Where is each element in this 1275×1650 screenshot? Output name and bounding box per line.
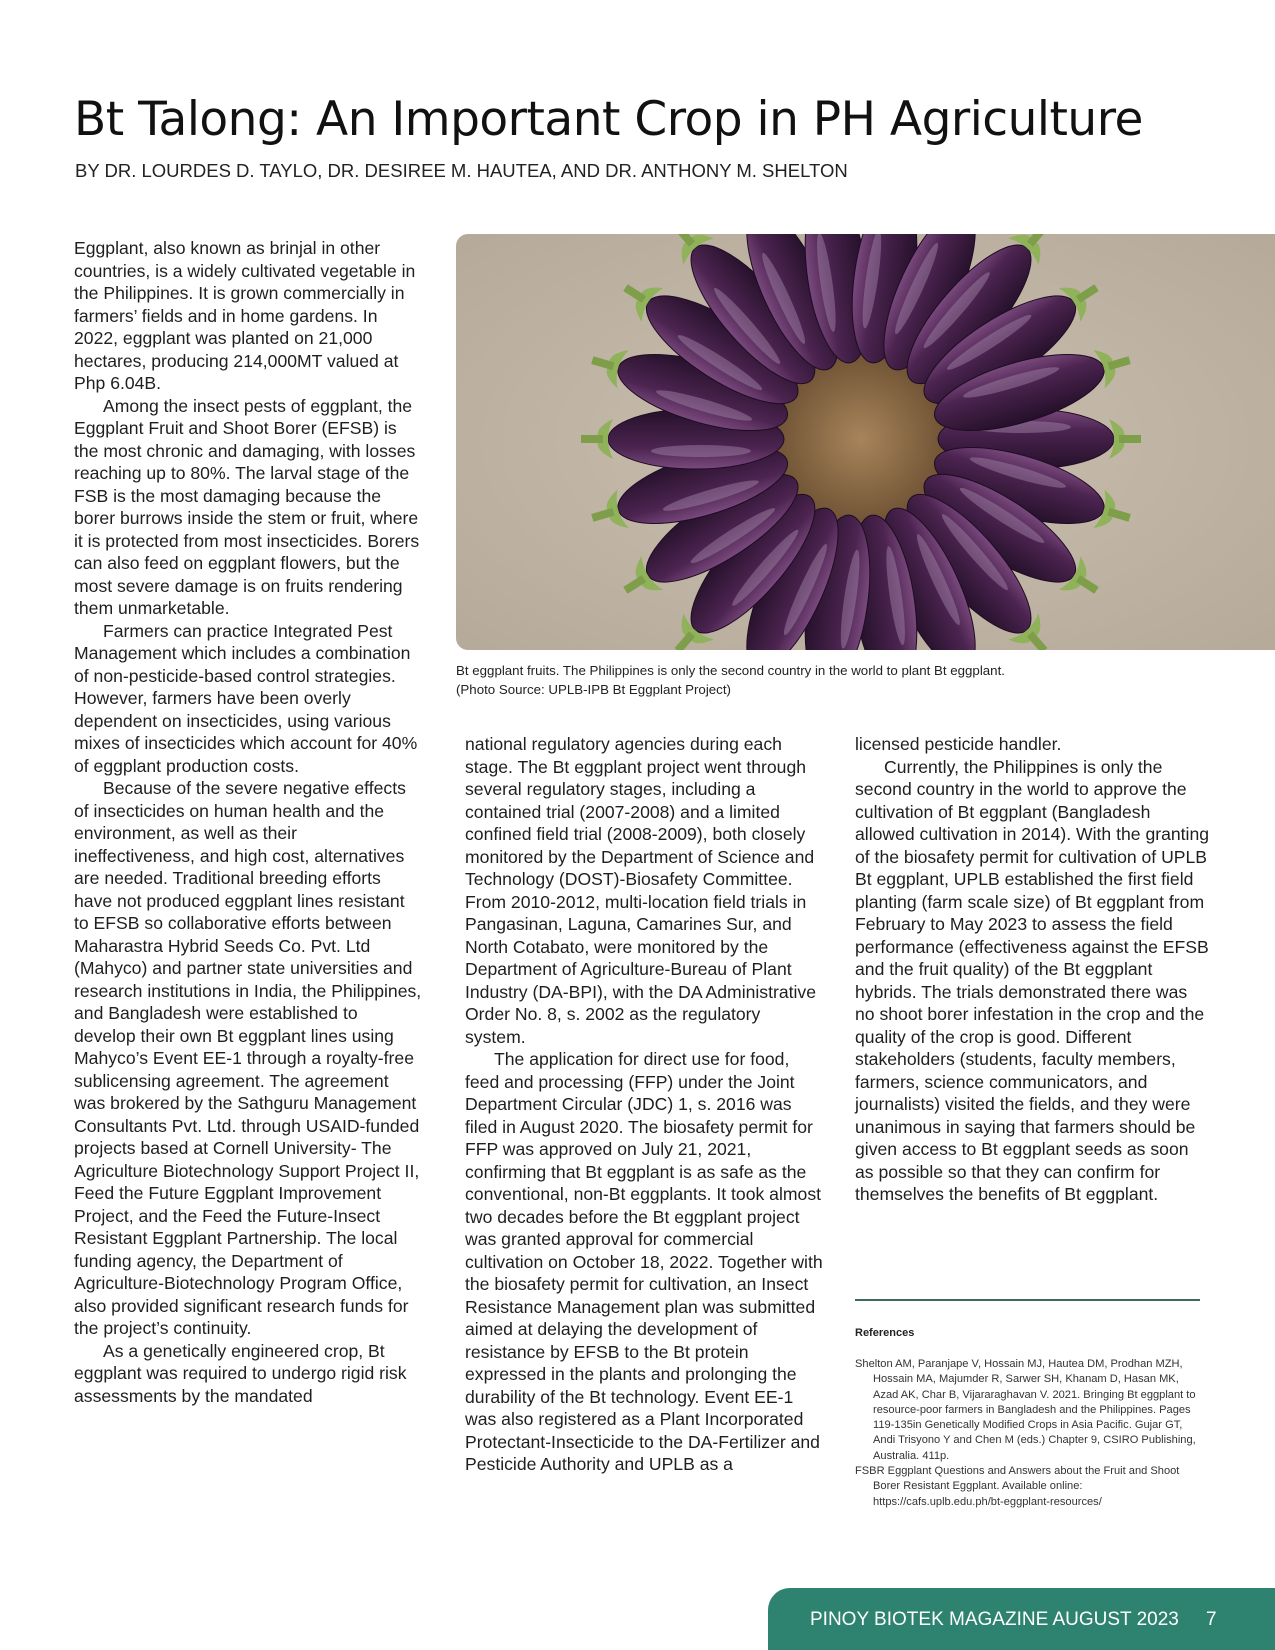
references-divider [855, 1299, 1200, 1301]
reference-item: Shelton AM, Paranjape V, Hossain MJ, Hautea DM, Prodhan MZH, Hossain MA, Majumder R, Sarwer SH, Khanam D, Hasan MK, Azad AK, Char B, Vijararaghavan V. 2021. Bringing Bt eggplant to resource-poor farmers in Bangladesh and the Philippines. Pages 119-135in Genetically Modified Crops in Asia Pacific. Gujar GT, Andi Trisyono Y and Chen M (eds.) Chapter 9, CSIRO Publishing, Australia. 411p. [855, 1358, 1196, 1462]
body-column-2 [465, 733, 825, 1476]
page-number: 7 [1206, 1609, 1217, 1630]
caption-source: (Photo Source: UPLB-IPB Bt Eggplant Project) [456, 682, 731, 697]
reference-item: FSBR Eggplant Questions and Answers about the Fruit and Shoot Borer Resistant Eggplant. Available online: https://cafs.uplb.edu.ph/bt-eggplant-resources/ [855, 1465, 1180, 1508]
magazine-name: PINOY BIOTEK MAGAZINE AUGUST 2023 [810, 1609, 1179, 1630]
body-column-1 [74, 237, 422, 1407]
paragraph: The application for direct use for food, feed and processing (FFP) under the Joint Department Circular (JDC) 1, s. 2016 was filed in August 2020. The biosafety permit for FFP was approved on July 21, 2021, confirming that Bt eggplant is as safe as the conventional, non-Bt eggplants. It took almost two decades before the Bt eggplant project was granted approval for commercial cultivation on October 18, 2022. Together with the biosafety permit for cultivation, an Insect Resistance Management plan was submitted aimed at delaying the development of resistance by EFSB to the Bt protein expressed in the plants and prolonging the durability of the Bt technology. Event EE-1 was also registered as a Plant Incorporated Protectant-Insecticide to the DA-Fertilizer and Pesticide Authority and UPLB as a [465, 1049, 823, 1474]
references-list [855, 1357, 1200, 1510]
paragraph: licensed pesticide handler. [855, 734, 1062, 754]
paragraph: Eggplant, also known as brinjal in other countries, is a widely cultivated vegetable in the Philippines. It is grown commercially in farmers’ fields and in home gardens. In 2022, eggplant was planted on 21,000 hectares, producing 214,000MT valued at Php 6.04B. [74, 238, 416, 393]
paragraph: Currently, the Philippines is only the second country in the world to approve the cultivation of Bt eggplant (Bangladesh allowed cultivation in 2014). With the granting of the biosafety permit for cultivation of UPLB Bt eggplant, UPLB established the first field planting (farm scale size) of Bt eggplant from February to May 2023 to assess the field performance (effectiveness against the EFSB and the fruit quality) of the Bt eggplant hybrids. The trials demonstrated there was no shoot borer infestation in the crop and the quality of the crop is good. Different stakeholders (students, faculty members, farmers, science communicators, and journalists) visited the fields, and they were unanimous in saying that farmers should be given access to Bt eggplant seeds as soon as possible so that they can confirm for themselves the benefits of Bt eggplant. [855, 756, 1210, 1204]
photo-caption [456, 661, 1236, 699]
references-heading: References [855, 1327, 915, 1339]
article-title: Bt Talong: An Important Crop in PH Agriculture [74, 92, 1143, 147]
article-byline: BY DR. LOURDES D. TAYLO, DR. DESIREE M. HAUTEA, AND DR. ANTHONY M. SHELTON [75, 160, 848, 181]
paragraph: Among the insect pests of eggplant, the Eggplant Fruit and Shoot Borer (EFSB) is the most chronic and damaging, with losses reaching up to 80%. The larval stage of the FSB is the most damaging because the borer burrows inside the stem or fruit, where it is protected from most insecticides. Borers can also feed on eggplant flowers, but the most severe damage is on fruits rendering them unmarketable. [74, 395, 420, 618]
body-column-3 [855, 733, 1210, 1206]
paragraph: As a genetically engineered crop, Bt eggplant was required to undergo rigid risk assessments by the mandated [74, 1340, 407, 1406]
paragraph: national regulatory agencies during each stage. The Bt eggplant project went through several regulatory stages, including a contained trial (2007-2008) and a limited confined field trial (2008-2009), both closely monitored by the Department of Science and Technology (DOST)-Biosafety Committee. From 2010-2012, multi-location field trials in Pangasinan, Laguna, Camarines Sur, and North Cotabato, were monitored by the Department of Agriculture-Bureau of Plant Industry (DA-BPI), with the DA Administrative Order No. 8, s. 2002 as the regulatory system. [465, 734, 817, 1047]
paragraph: Because of the severe negative effects of insecticides on human health and the environment, as well as their ineffectiveness, and high cost, alternatives are needed. Traditional breeding efforts have not produced eggplant lines resistant to EFSB so collaborative efforts between Maharastra Hybrid Seeds Co. Pvt. Ltd (Mahyco) and partner state universities and research institutions in India, the Philippines, and Bangladesh were established to develop their own Bt eggplant lines using Mahyco’s Event EE-1 through a royalty-free sublicensing agreement. The agreement was brokered by the Sathguru Management Consultants Pvt. Ltd. through USAID-funded projects based at Cornell University- The Agriculture Biotechnology Support Project II, Feed the Future Eggplant Improvement Project, and the Feed the Future-Insect Resistant Eggplant Partnership. The local funding agency, the Department of Agriculture-Biotechnology Program Office, also provided significant research funds for the project’s continuity. [74, 778, 422, 1338]
footer-bar [768, 1588, 1275, 1650]
paragraph: Farmers can practice Integrated Pest Management which includes a combination of non-pesticide-based control strategies. However, farmers have been overly dependent on insecticides, using various mixes of insecticides which account for 40% of eggplant production costs. [74, 620, 418, 776]
eggplant-photo [456, 234, 1275, 650]
caption-text: Bt eggplant fruits. The Philippines is only the second country in the world to plant Bt eggplant. [456, 663, 1005, 678]
